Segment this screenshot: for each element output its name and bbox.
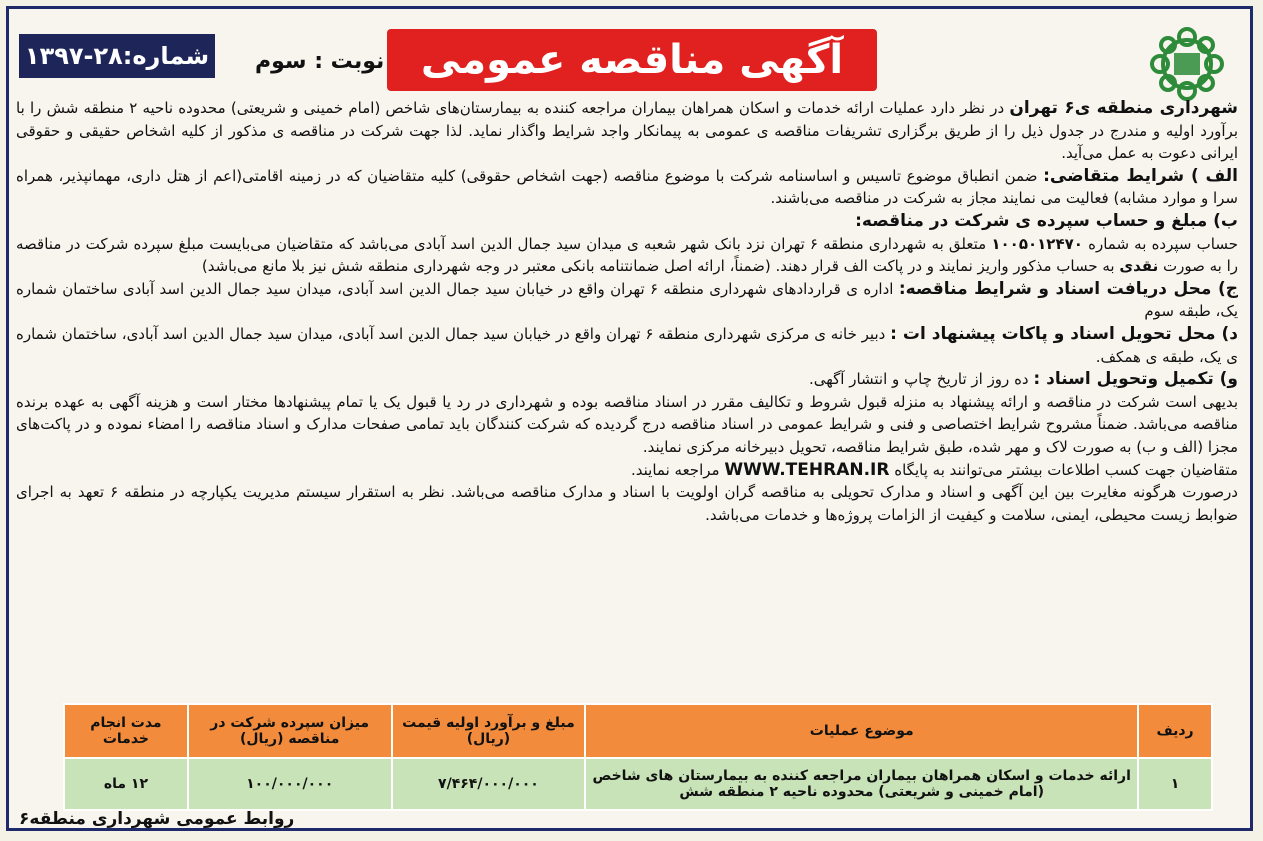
- info-text-b: مراجعه نمایند.: [631, 460, 720, 479]
- section-e-title: و) تکمیل وتحویل اسناد :: [1033, 369, 1238, 390]
- section-d-title: د) محل تحویل اسناد و پاکات پیشنهاد ات :: [890, 323, 1238, 344]
- account-number: ۱۰۰۵۰۱۲۴۷۰: [991, 234, 1083, 253]
- cell-duration: ۱۲ ماه: [64, 758, 188, 810]
- section-b-title: ب) مبلغ و حساب سپرده ی شرکت در مناقصه:: [855, 210, 1238, 231]
- cell-deposit: ۱۰۰/۰۰۰/۰۰۰: [188, 758, 392, 810]
- header-estimate: مبلغ و برآورد اولیه قیمت (ریال): [392, 704, 586, 758]
- section-d: [16, 323, 1238, 368]
- header-row-number: ردیف: [1138, 704, 1212, 758]
- intro-paragraph: [16, 97, 1238, 165]
- intro-text: در نظر دارد عملیات ارائه خدمات و اسکان همراهان بیماران مراجعه کننده به بیمارستان‌های شاخص (امام خمینی و شریعتی) محدوده ناحیه ۲ منطقه شش را با برآورد اولیه و مندرج در جدول ذیل را از طریق برگزاری تشریفات مناقصه ی عمومی به پیمانکار واجد شرایط واگذار نماید. لذا جهت شرکت در مناقصه ی مذکور از کلیه اشخاص حقیقی و حقوقی ایرانی دعوت به عمل می‌آید.: [16, 99, 1238, 163]
- section-e-text: ده روز از تاریخ چاپ و انتشار آگهی.: [808, 370, 1029, 389]
- info-text-a: متقاضیان جهت کسب اطلاعات بیشتر می‌توانند به پایگاه: [894, 460, 1238, 479]
- section-a-text: ضمن انطباق موضوع تاسیس و اساسنامه شرکت با موضوع مناقصه (جهت اشخاص حقوقی) کلیه متقاضیان که در زمینه اقامتی(اعم از هتل داری، مهمانپذیر، همراه سرا و موارد مشابه) فعالیت می نمایند مجاز به شرکت در مناقصه می‌باشند.: [16, 166, 1238, 208]
- municipality-logo-icon: [1144, 27, 1230, 101]
- section-b-text2: متعلق به شهرداری منطقه ۶ تهران نزد بانک شهر شعبه ی میدان سید جمال الدین اسد آبادی می‌باشد که متقاضیان می‌بایست مبلغ سپرده شرکت در مناقصه را به صورت: [16, 234, 1238, 276]
- section-b: [16, 233, 1238, 278]
- cell-estimate: ۷/۴۶۴/۰۰۰/۰۰۰: [392, 758, 586, 810]
- org-name: شهرداری منطقه ی۶ تهران: [1009, 98, 1239, 118]
- header-subject: موضوع عملیات: [585, 704, 1138, 758]
- section-a: [16, 165, 1238, 210]
- notice-header: [9, 9, 1250, 99]
- info-paragraph: [16, 459, 1238, 482]
- section-d-text: دبیر خانه ی مرکزی شهرداری منطقه ۶ تهران واقع در خیابان سید جمال الدین اسد آبادی، میدان سید جمال الدین اسد آبادی، ساختمان شماره ی یک، طبقه ی همکف.: [16, 324, 1238, 366]
- cash-label: نقدی: [1119, 257, 1159, 276]
- table-header-row: [64, 704, 1212, 758]
- table-row: [64, 758, 1212, 810]
- notice-number: شماره:۲۸-۱۳۹۷: [19, 34, 215, 78]
- section-c-text: اداره ی قراردادهای شهرداری منطقه ۶ تهران واقع در خیابان سید جمال الدین اسد آبادی، میدان سید جمال الدین اسد آبادی ساختمان شماره یک، طبقه سوم: [16, 279, 1238, 321]
- header-deposit: میزان سپرده شرکت در مناقصه (ریال): [188, 704, 392, 758]
- section-b-text1: حساب سپرده به شماره: [1088, 234, 1238, 253]
- section-e: [16, 368, 1238, 391]
- footer-signature: روابط عمومی شهرداری منطقه۶: [19, 809, 295, 829]
- tender-table: [63, 703, 1213, 811]
- notice-body: [16, 97, 1238, 526]
- section-a-title: الف ) شرایط متقاضی:: [1043, 165, 1238, 186]
- notice-title: آگهی مناقصه عمومی: [387, 29, 877, 91]
- cell-subject: ارائه خدمات و اسکان همراهان بیماران مراجعه کننده به بیمارستان های شاخص (امام خمینی و شریعتی) محدوده ناحیه ۲ منطقه شش: [585, 758, 1138, 810]
- section-c-title: ج) محل دریافت اسناد و شرایط مناقصه:: [898, 278, 1238, 299]
- round-label: نوبت : سوم: [255, 49, 385, 74]
- header-duration: مدت انجام خدمات: [64, 704, 188, 758]
- cell-row-number: ۱: [1138, 758, 1212, 810]
- website-link[interactable]: WWW.TEHRAN.IR: [724, 459, 890, 480]
- section-c: [16, 278, 1238, 323]
- section-b-text3: به حساب مذکور واریز نمایند و در پاکت الف قرار دهند. (ضمناً، ارائه اصل ضمانتنامه بانکی معتبر در وجه شهرداری منطقه شش نیز بلا مانع می‌باشد): [201, 257, 1115, 276]
- notice-frame: [6, 6, 1253, 831]
- priority-paragraph: درصورت هرگونه مغایرت بین این آگهی و اسناد و مدارک تحویلی به مناقصه گران اولویت با اسناد و مدارک مناقصه می‌باشد. نظر به استقرار سیستم مدیریت یکپارچه در منطقه ۶ تعهد به اجرای ضوابط زیست محیطی، ایمنی، سلامت و کیفیت از الزامات پروژه‌ها و خدمات می‌باشد.: [16, 483, 1238, 524]
- terms-paragraph: بدیهی است شرکت در مناقصه و ارائه پیشنهاد به منزله قبول شروط و تکالیف مقرر در اسناد مناقصه بوده و شهرداری در رد یا قبول یک یا تمام پیشنهادها مختار است و هزینه آگهی به عهده برنده مناقصه می‌باشد. ضمناً مشروح شرایط اختصاصی و فنی و شرایط عمومی در اسناد مناقصه درج گردیده که شرکت کنندگان باید تمامی صفحات مدارک و اسناد مناقصه را امضاء نموده و در پاکت‌های مجزا (الف و ب) به صورت لاک و مهر شده، طبق شرایط مناقصه، تحویل دبیرخانه مرکزی نمایند.: [16, 392, 1238, 456]
